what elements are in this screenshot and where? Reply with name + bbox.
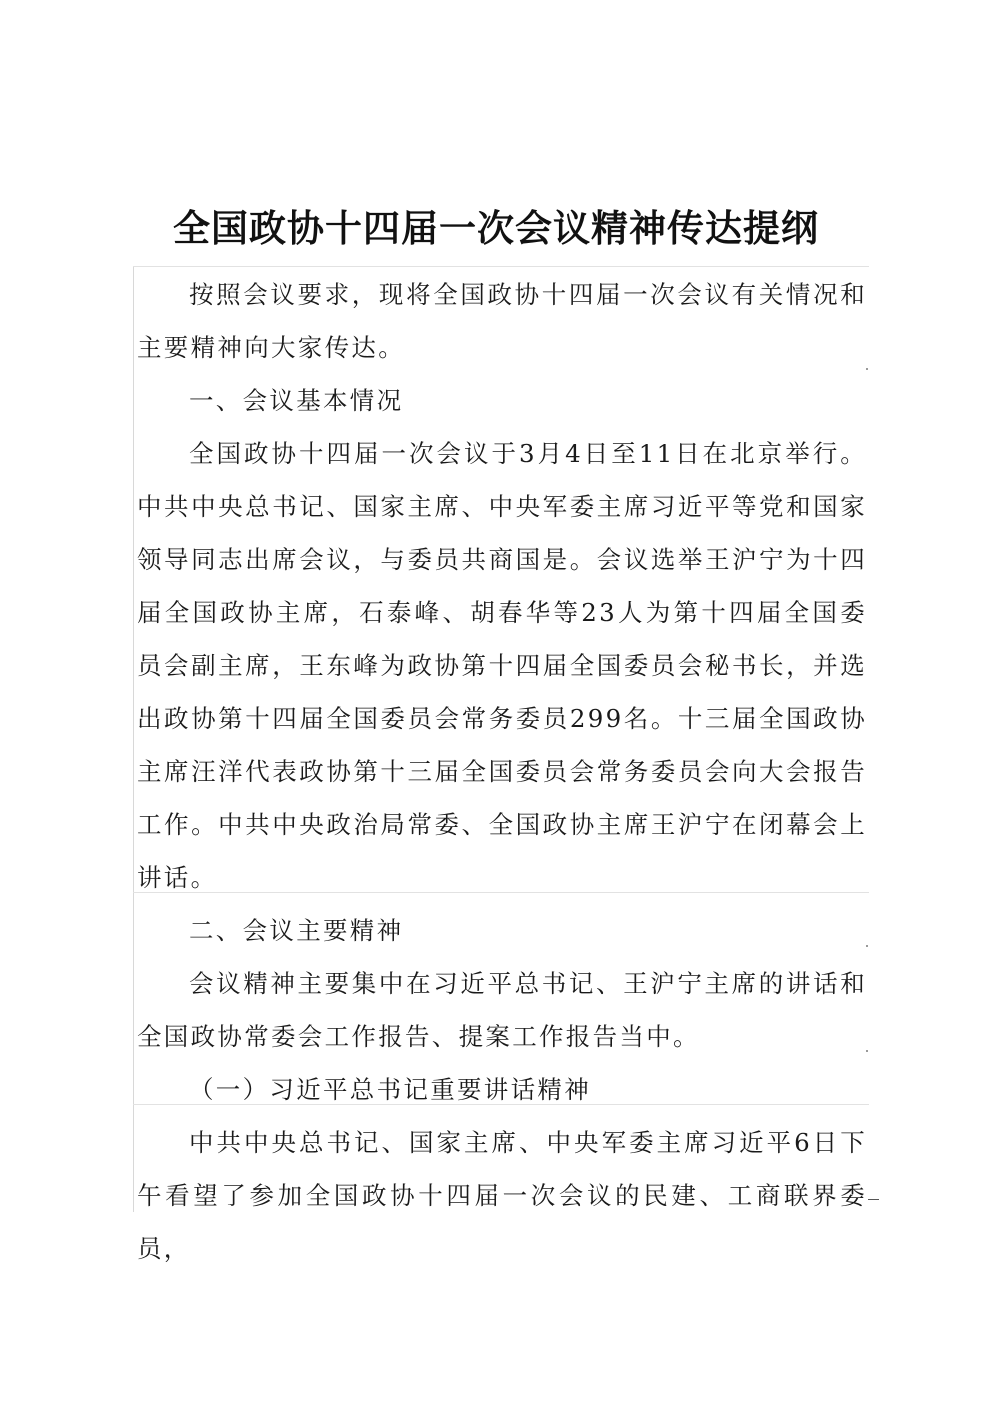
basic-info-paragraph: 全国政协十四届一次会议于3月4日至11日在北京举行。中共中央总书记、国家主席、中央军委主席习近平等党和国家领导同志出席会议，与委员共商国是。会议选举王沪宁为十四届全国政协主席，石泰峰、胡春华等23人为第十四届全国委员会副主席，王东峰为政协第十四届全国委员会秘书长，并选出政协第十四届全国委员会常务委员299名。十三届全国政协主席汪洋代表政协第十三届全国委员会常务委员会向大会报告工作。中共中央政治局常委、全国政协主席王沪宁在闭幕会上讲话。 (137, 439, 867, 892)
section-heading-main-spirit: 二、会议主要精神 (189, 916, 404, 945)
trailing-underline-mark (868, 1199, 879, 1200)
speech-paragraph: 中共中央总书记、国家主席、中央军委主席习近平6日下午看望了参加全国政协十四届一次会议的民建、工商联界委员， (137, 1128, 867, 1263)
section-heading-basic-info: 一、会议基本情况 (189, 386, 404, 415)
main-spirit-paragraph: 会议精神主要集中在习近平总书记、王沪宁主席的讲话和全国政协常委会工作报告、提案工作报告当中。 (137, 969, 867, 1051)
document-body (137, 268, 867, 1275)
section-divider (133, 266, 869, 267)
subsection-heading-speech: （一）习近平总书记重要讲话精神 (189, 1075, 591, 1104)
intro-paragraph: 按照会议要求，现将全国政协十四届一次会议有关情况和主要精神向大家传达。 (137, 280, 867, 362)
document-title: 全国政协十四届一次会议精神传达提纲 (173, 206, 819, 250)
